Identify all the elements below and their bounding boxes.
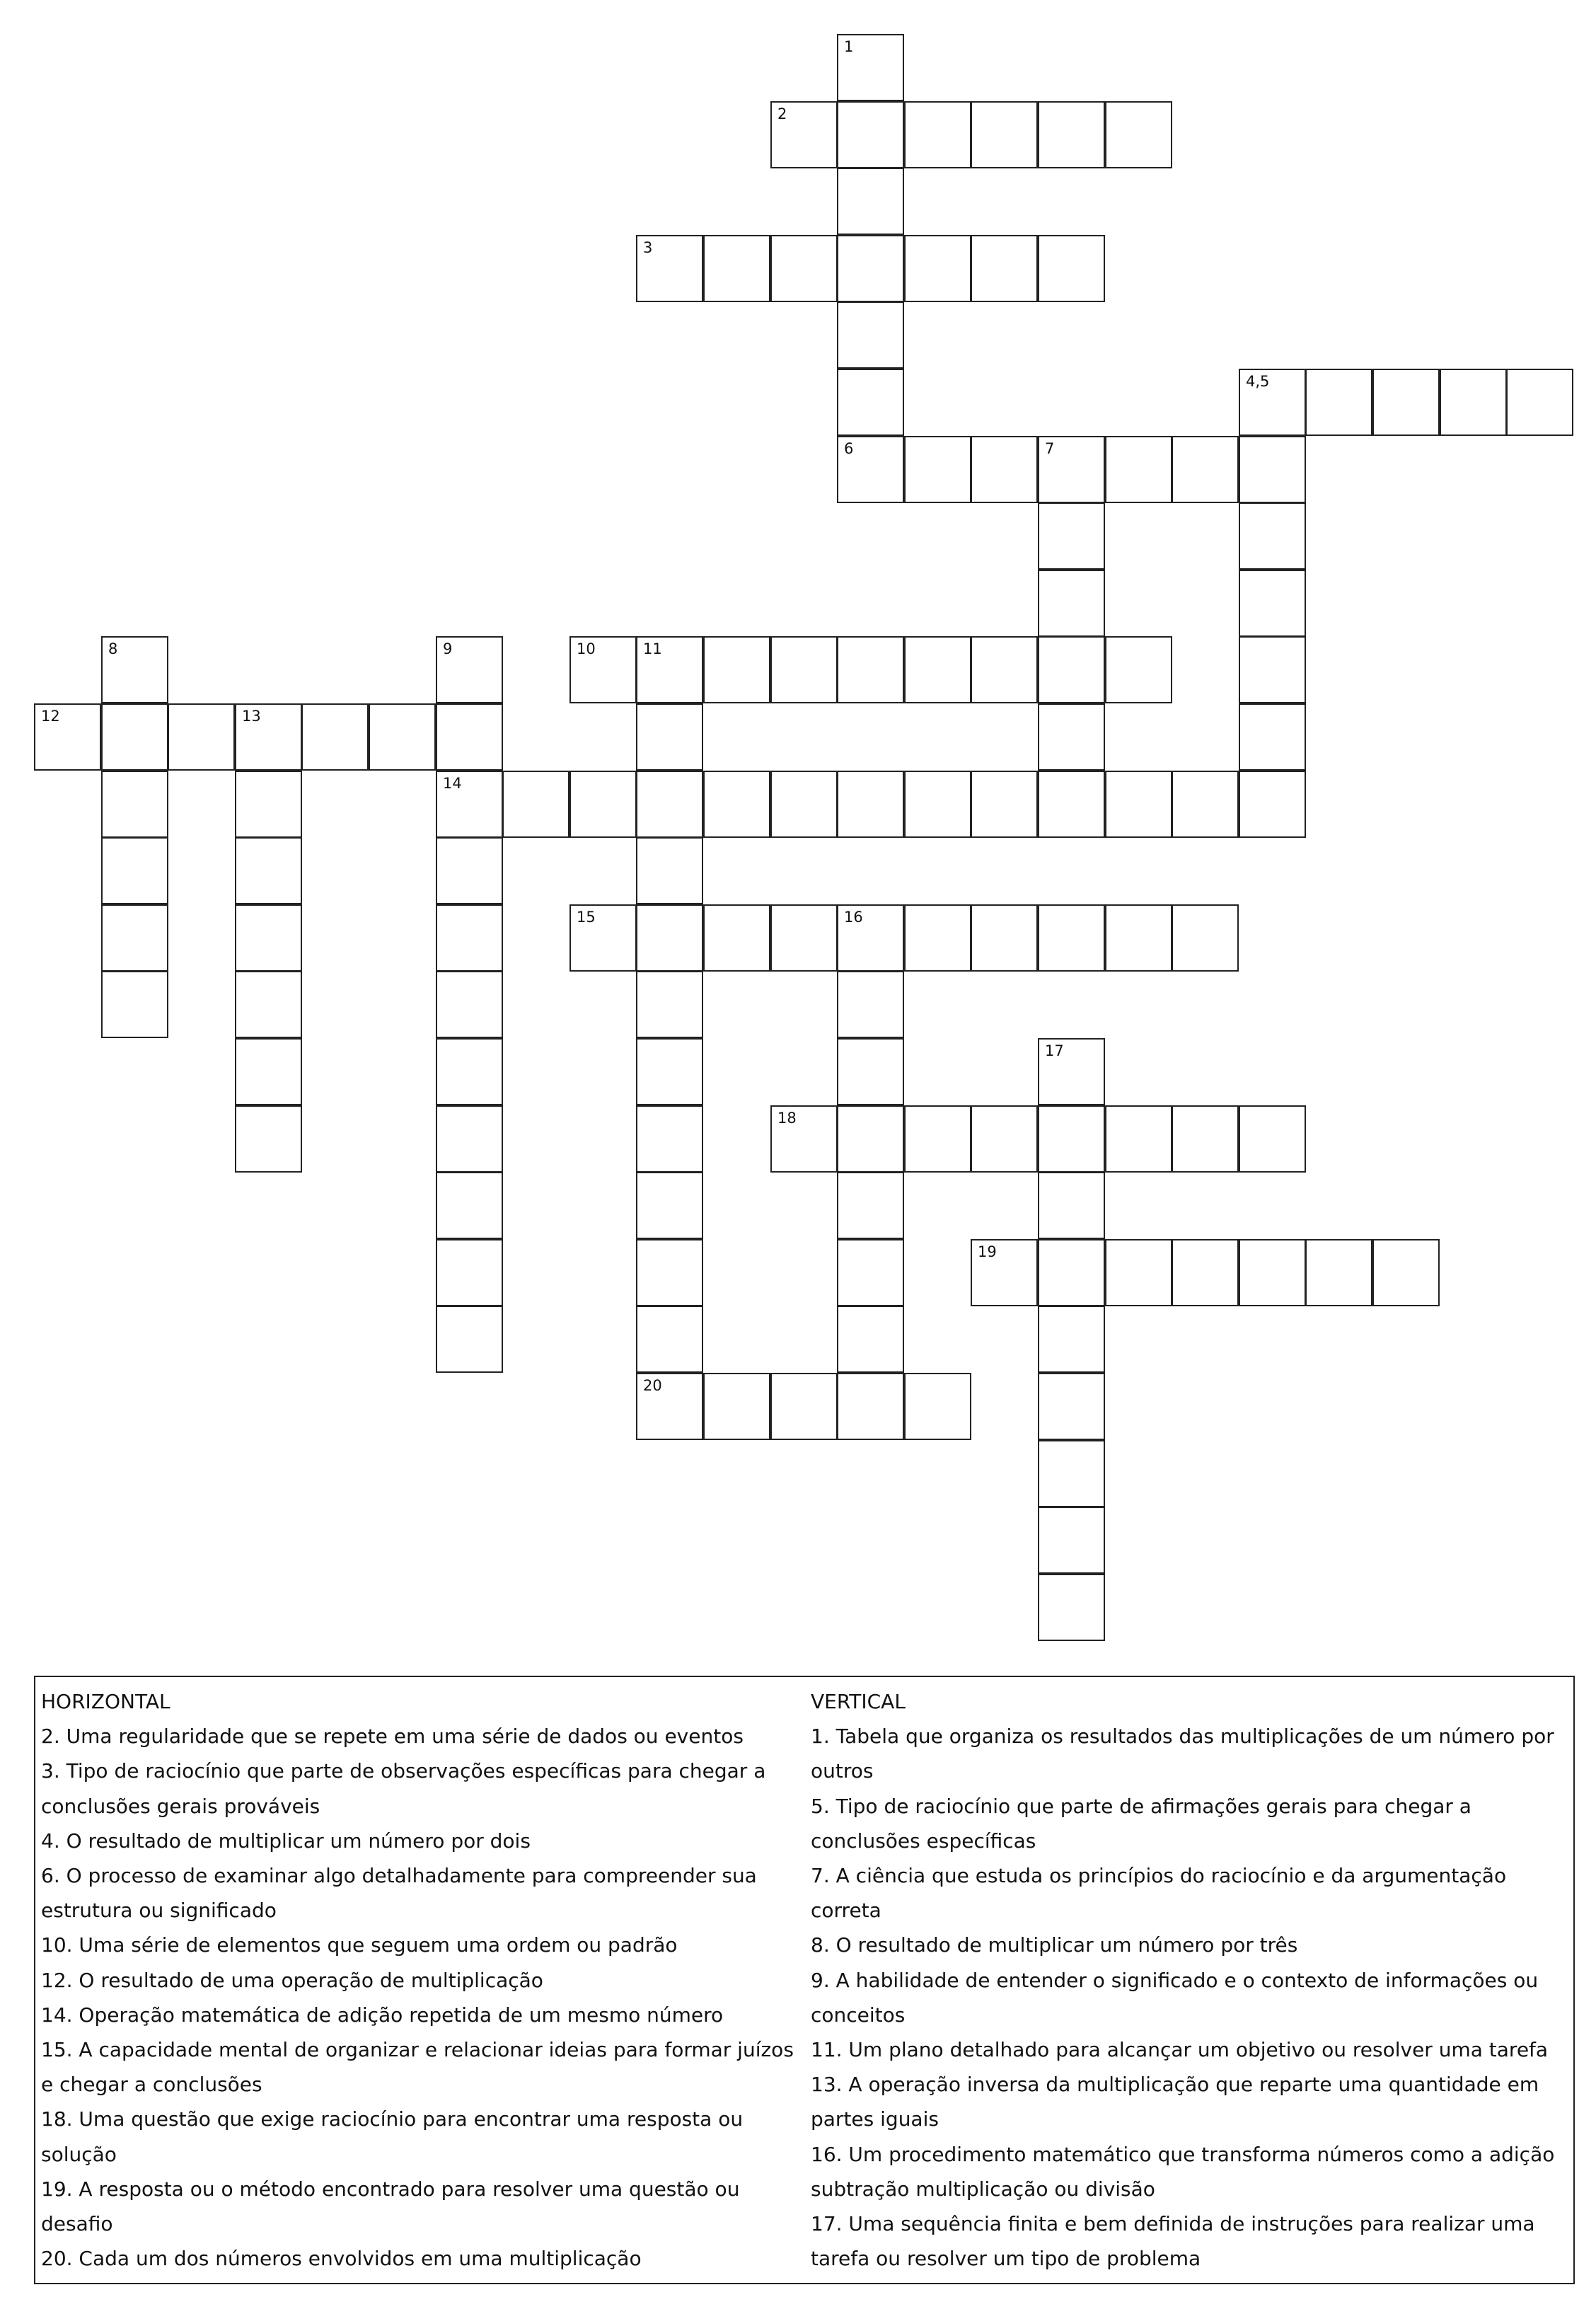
grid-cell[interactable]: [101, 703, 168, 771]
down-clue: 13. A operação inversa da multiplicação que reparte uma quantidade em partes iguais: [811, 2073, 1539, 2131]
across-clue: 6. O processo de examinar algo detalhadamente para compreender sua estrutura ou significado: [41, 1864, 757, 1923]
down-clue: 11. Um plano detalhado para alcançar um objetivo ou resolver uma tarefa: [811, 2038, 1549, 2062]
clue-number: 9: [443, 640, 453, 657]
clue-number: 17: [1045, 1042, 1064, 1059]
down-clue: 9. A habilidade de entender o significado e o contexto de informações ou conceitos: [811, 1968, 1539, 2027]
grid-cell[interactable]: [837, 235, 904, 302]
grid-cell[interactable]: [1038, 1440, 1105, 1507]
grid-cell[interactable]: [636, 703, 703, 771]
grid-cell[interactable]: [301, 703, 369, 771]
grid-cell[interactable]: [636, 1373, 703, 1440]
across-clue: 14. Operação matemática de adição repetida de um mesmo número: [41, 2003, 724, 2027]
grid-cell[interactable]: [235, 1038, 302, 1105]
grid-cell[interactable]: [770, 101, 838, 168]
grid-cell[interactable]: [904, 101, 971, 168]
grid-cell[interactable]: [904, 1373, 971, 1440]
across-clue: 3. Tipo de raciocínio que parte de observações específicas para chegar a conclusões gerais prováveis: [41, 1759, 766, 1818]
grid-cell[interactable]: [1239, 502, 1306, 570]
down-clue: 16. Um procedimento matemático que transforma números como a adição subtração multiplicação ou divisão: [811, 2142, 1555, 2201]
clue-number: 20: [643, 1377, 662, 1394]
clue-number: 12: [41, 708, 60, 725]
across-clue: 15. A capacidade mental de organizar e relacionar ideias para formar juízos e chegar a conclusões: [41, 2038, 794, 2097]
grid-cell[interactable]: [235, 703, 302, 771]
across-clue: 19. A resposta ou o método encontrado para resolver uma questão ou desafio: [41, 2177, 740, 2236]
down-clue: 8. O resultado de multiplicar um número por três: [811, 1933, 1298, 1957]
down-clues: [811, 1684, 1568, 2276]
grid-cell[interactable]: [703, 1373, 770, 1440]
grid-cell[interactable]: [837, 1373, 904, 1440]
grid-cell[interactable]: [971, 1105, 1038, 1173]
grid-cell[interactable]: [971, 1239, 1038, 1306]
grid-cell[interactable]: [1172, 904, 1239, 972]
grid-cell[interactable]: [1038, 235, 1105, 302]
grid-cell[interactable]: [837, 369, 904, 436]
across-heading: HORIZONTAL: [41, 1690, 170, 1713]
grid-cell[interactable]: [1239, 1239, 1306, 1306]
grid-cell[interactable]: [436, 971, 503, 1038]
grid-cell[interactable]: [1038, 904, 1105, 972]
grid-cell[interactable]: [837, 1038, 904, 1105]
grid-cell[interactable]: [101, 971, 168, 1038]
grid-cell[interactable]: [837, 436, 904, 503]
grid-cell[interactable]: [1239, 1105, 1306, 1173]
grid-cell[interactable]: [502, 771, 569, 838]
clue-number: 18: [777, 1110, 797, 1127]
grid-cell[interactable]: [1038, 1306, 1105, 1373]
clue-number: 3: [643, 239, 653, 256]
clue-number: 19: [978, 1243, 997, 1260]
grid-cell[interactable]: [235, 771, 302, 838]
grid-cell[interactable]: [436, 1038, 503, 1105]
grid-cell[interactable]: [436, 771, 503, 838]
grid-cell[interactable]: [703, 904, 770, 972]
grid-cell[interactable]: [1105, 1105, 1172, 1173]
clue-number: 13: [242, 708, 261, 725]
grid-cell[interactable]: [1172, 1239, 1239, 1306]
grid-cell[interactable]: [971, 101, 1038, 168]
grid-cell[interactable]: [1038, 1105, 1105, 1173]
grid-cell[interactable]: [1038, 1038, 1105, 1105]
grid-cell[interactable]: [1038, 1239, 1105, 1306]
grid-cell[interactable]: [101, 771, 168, 838]
grid-cell[interactable]: [1239, 369, 1306, 436]
grid-cell[interactable]: [904, 235, 971, 302]
grid-cell[interactable]: [1038, 1373, 1105, 1440]
clue-number: 6: [844, 440, 854, 457]
grid-cell[interactable]: [1038, 436, 1105, 503]
grid-cell[interactable]: [101, 636, 168, 703]
grid-cell[interactable]: [636, 1306, 703, 1373]
grid-cell[interactable]: [837, 971, 904, 1038]
grid-cell[interactable]: [971, 771, 1038, 838]
grid-cell[interactable]: [636, 235, 703, 302]
grid-cell[interactable]: [1239, 636, 1306, 703]
grid-cell[interactable]: [703, 771, 770, 838]
grid-cell[interactable]: [235, 1105, 302, 1173]
clue-number: 8: [108, 640, 118, 657]
grid-cell[interactable]: [1239, 570, 1306, 637]
across-clues: [41, 1684, 805, 2276]
grid-cell[interactable]: [569, 636, 637, 703]
grid-cell[interactable]: [1105, 101, 1172, 168]
grid-cell[interactable]: [1038, 703, 1105, 771]
grid-cell[interactable]: [636, 1038, 703, 1105]
grid-cell[interactable]: [837, 771, 904, 838]
clue-number: 10: [577, 640, 596, 657]
grid-cell[interactable]: [1440, 369, 1507, 436]
grid-cell[interactable]: [369, 703, 436, 771]
grid-cell[interactable]: [1172, 1105, 1239, 1173]
grid-cell[interactable]: [235, 904, 302, 972]
down-heading: VERTICAL: [811, 1690, 906, 1713]
grid-cell[interactable]: [1038, 1507, 1105, 1574]
clue-number: 7: [1045, 440, 1055, 457]
grid-cell[interactable]: [1105, 436, 1172, 503]
grid-cell[interactable]: [1038, 771, 1105, 838]
grid-cell[interactable]: [971, 235, 1038, 302]
clue-number: 15: [577, 909, 596, 926]
grid-cell[interactable]: [436, 1306, 503, 1373]
clue-number: 16: [844, 909, 863, 926]
clue-box: [34, 1676, 1575, 2284]
grid-cell[interactable]: [904, 1105, 971, 1173]
grid-cell[interactable]: [904, 436, 971, 503]
grid-cell[interactable]: [569, 771, 637, 838]
grid-cell[interactable]: [1239, 703, 1306, 771]
grid-cell[interactable]: [1105, 1239, 1172, 1306]
grid-cell[interactable]: [1372, 1239, 1440, 1306]
grid-cell[interactable]: [1305, 1239, 1372, 1306]
grid-cell[interactable]: [636, 1172, 703, 1239]
grid-cell[interactable]: [1038, 570, 1105, 637]
grid-cell[interactable]: [1239, 436, 1306, 503]
grid-cell[interactable]: [636, 971, 703, 1038]
grid-cell[interactable]: [1172, 436, 1239, 503]
grid-cell[interactable]: [235, 837, 302, 904]
grid-cell[interactable]: [235, 971, 302, 1038]
grid-cell[interactable]: [837, 1239, 904, 1306]
across-clue: 4. O resultado de multiplicar um número por dois: [41, 1829, 531, 1853]
grid-cell[interactable]: [1105, 771, 1172, 838]
grid-cell[interactable]: [837, 101, 904, 168]
grid-cell[interactable]: [1038, 1172, 1105, 1239]
grid-cell[interactable]: [1038, 502, 1105, 570]
grid-cell[interactable]: [770, 636, 838, 703]
across-clue: 18. Uma questão que exige raciocínio para encontrar uma resposta ou solução: [41, 2107, 744, 2166]
grid-cell[interactable]: [636, 904, 703, 972]
across-clue: 10. Uma série de elementos que seguem uma ordem ou padrão: [41, 1933, 678, 1957]
grid-cell[interactable]: [1239, 771, 1306, 838]
grid-cell[interactable]: [436, 1172, 503, 1239]
grid-cell[interactable]: [636, 837, 703, 904]
grid-cell[interactable]: [971, 636, 1038, 703]
grid-cell[interactable]: [436, 703, 503, 771]
clue-number: 14: [443, 775, 462, 792]
grid-cell[interactable]: [636, 771, 703, 838]
grid-cell[interactable]: [770, 904, 838, 972]
grid-cell[interactable]: [837, 301, 904, 369]
grid-cell[interactable]: [636, 1105, 703, 1173]
grid-cell[interactable]: [971, 904, 1038, 972]
grid-cell[interactable]: [1506, 369, 1573, 436]
grid-cell[interactable]: [436, 1239, 503, 1306]
down-clue: 1. Tabela que organiza os resultados das multiplicações de um número por outros: [811, 1725, 1554, 1783]
grid-cell[interactable]: [837, 1306, 904, 1373]
grid-cell[interactable]: [101, 904, 168, 972]
grid-cell[interactable]: [770, 771, 838, 838]
grid-cell[interactable]: [1305, 369, 1372, 436]
grid-cell[interactable]: [1105, 904, 1172, 972]
grid-cell[interactable]: [703, 636, 770, 703]
grid-cell[interactable]: [1105, 636, 1172, 703]
grid-cell[interactable]: [1038, 636, 1105, 703]
grid-cell[interactable]: [436, 837, 503, 904]
grid-cell[interactable]: [770, 235, 838, 302]
grid-cell[interactable]: [1372, 369, 1440, 436]
grid-cell[interactable]: [168, 703, 235, 771]
grid-cell[interactable]: [770, 1373, 838, 1440]
grid-cell[interactable]: [636, 1239, 703, 1306]
grid-cell[interactable]: [904, 771, 971, 838]
grid-cell[interactable]: [837, 168, 904, 235]
clue-number: 2: [777, 105, 787, 122]
down-clue: 17. Uma sequência finita e bem definida de instruções para realizar uma tarefa ou resolver um tipo de problema: [811, 2212, 1535, 2271]
grid-cell[interactable]: [1172, 771, 1239, 838]
across-clue: 2. Uma regularidade que se repete em uma série de dados ou eventos: [41, 1725, 744, 1749]
across-clue: 20. Cada um dos números envolvidos em uma multiplicação: [41, 2247, 642, 2271]
grid-cell[interactable]: [1038, 1574, 1105, 1641]
grid-cell[interactable]: [703, 235, 770, 302]
grid-cell[interactable]: [436, 636, 503, 703]
clue-number: 11: [643, 640, 662, 657]
grid-cell[interactable]: [436, 1105, 503, 1173]
grid-cell[interactable]: [837, 1105, 904, 1173]
down-clue: 5. Tipo de raciocínio que parte de afirmações gerais para chegar a conclusões específicas: [811, 1794, 1471, 1853]
grid-cell[interactable]: [904, 636, 971, 703]
grid-cell[interactable]: [101, 837, 168, 904]
grid-cell[interactable]: [436, 904, 503, 972]
grid-cell[interactable]: [904, 904, 971, 972]
grid-cell[interactable]: [636, 636, 703, 703]
grid-cell[interactable]: [569, 904, 637, 972]
down-clue: 7. A ciência que estuda os princípios do raciocínio e da argumentação correta: [811, 1864, 1507, 1923]
grid-cell[interactable]: [837, 1172, 904, 1239]
grid-cell[interactable]: [837, 636, 904, 703]
grid-cell[interactable]: [1038, 101, 1105, 168]
across-clue: 12. O resultado de uma operação de multiplicação: [41, 1968, 543, 1992]
grid-cell[interactable]: [34, 703, 101, 771]
grid-cell[interactable]: [971, 436, 1038, 503]
clue-number: 1: [844, 38, 854, 55]
grid-cell[interactable]: [837, 34, 904, 101]
grid-cell[interactable]: [770, 1105, 838, 1173]
clue-number: 4,5: [1246, 373, 1270, 390]
grid-cell[interactable]: [837, 904, 904, 972]
